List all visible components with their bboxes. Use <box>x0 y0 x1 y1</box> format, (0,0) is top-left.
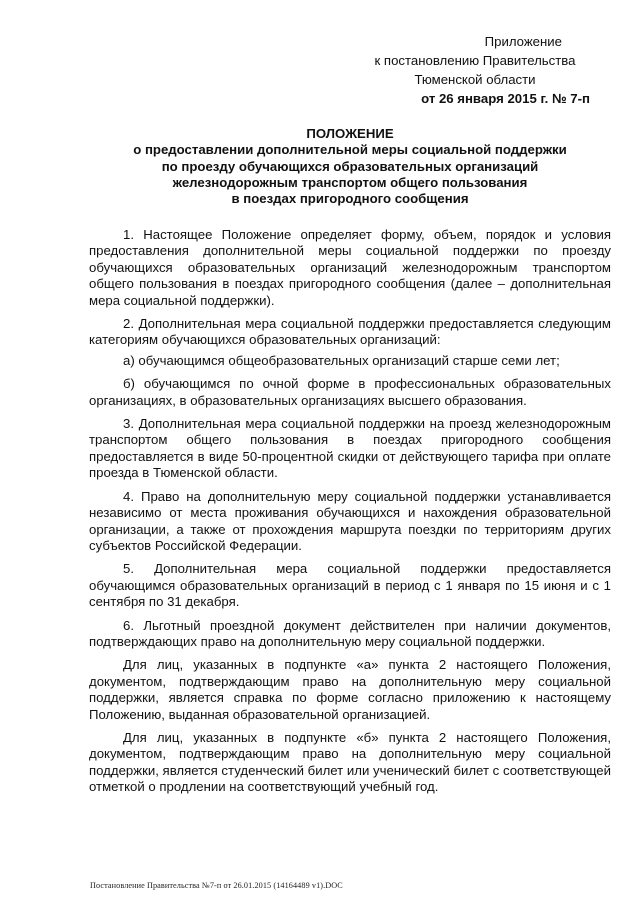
paragraph-6b: Для лиц, указанных в подпункте «б» пункта 2 настоящего Положения, документом, подтверждающим право на дополнительную меру социальной поддержки, является студенческий билет или ученический билет с соответствующей отметкой о продлении на соответствующий учебный год. <box>89 729 611 795</box>
title-line-4: в поездах пригородного сообщения <box>231 191 469 207</box>
appendix-label: Приложение <box>484 34 562 49</box>
appendix-header <box>360 32 590 108</box>
paragraph-5: 5. Дополнительная мера социальной поддержки предоставляется обучающимся образовательных организаций в период с 1 января по 15 июня и с 1 сентября по 31 декабря. <box>89 561 611 610</box>
title-heading: ПОЛОЖЕНИЕ <box>306 126 394 141</box>
appendix-date: от 26 января 2015 г. № 7-п <box>421 91 590 106</box>
document-title <box>90 126 610 207</box>
title-line-1: о предоставлении дополнительной меры социальной поддержки <box>133 142 567 158</box>
paragraph-2a: а) обучающимся общеобразовательных организаций старше семи лет; <box>123 352 560 368</box>
title-line-3: железнодорожным транспортом общего пользования <box>172 174 528 190</box>
appendix-region: Тюменской области <box>414 72 536 87</box>
paragraph-4: 4. Право на дополнительную меру социальной поддержки устанавливается независимо от места проживания обучающихся и нахождения образовательной организации, а также от прохождения маршрута поездки по территориям других субъектов Российской Федерации. <box>89 488 611 553</box>
paragraph-2b: б) обучающимся по очной форме в профессиональных образовательных организациях, в образовательных организациях высшего образования. <box>89 376 611 408</box>
paragraph-2: 2. Дополнительная мера социальной поддержки предоставляется следующим категориям обучающихся образовательных организаций: <box>89 316 611 348</box>
appendix-decree: к постановлению Правительства <box>374 53 576 68</box>
paragraph-6a: Для лиц, указанных в подпункте «а» пункта 2 настоящего Положения, документом, подтверждающим право на дополнительную меру социальной поддержки, является справка по форме согласно приложению к настоящему Положению, выданная образовательной организацией. <box>89 657 611 722</box>
paragraph-3: 3. Дополнительная мера социальной поддержки на проезд железнодорожным транспортом общего пользования в поездах пригородного сообщения предоставляется в виде 50-процентной скидки от действующего тарифа при оплате проезда в Тюменской области. <box>89 416 611 481</box>
file-footer: Постановление Правительства №7-п от 26.01.2015 (14164489 v1).DOC <box>90 881 343 890</box>
title-line-2: по проезду обучающихся образовательных организаций <box>161 158 539 174</box>
paragraph-6: 6. Льготный проездной документ действителен при наличии документов, подтверждающих право на дополнительную меру социальной поддержки. <box>89 617 611 649</box>
paragraph-1: 1. Настоящее Положение определяет форму, объем, порядок и условия предоставления дополнительной меры социальной поддержки по проезду обучающихся образовательных организаций железнодорожным транспортом общего пользования в поездах пригородного сообщения (далее – дополнительная мера социальной поддержки). <box>89 227 611 308</box>
document-body <box>89 227 611 803</box>
